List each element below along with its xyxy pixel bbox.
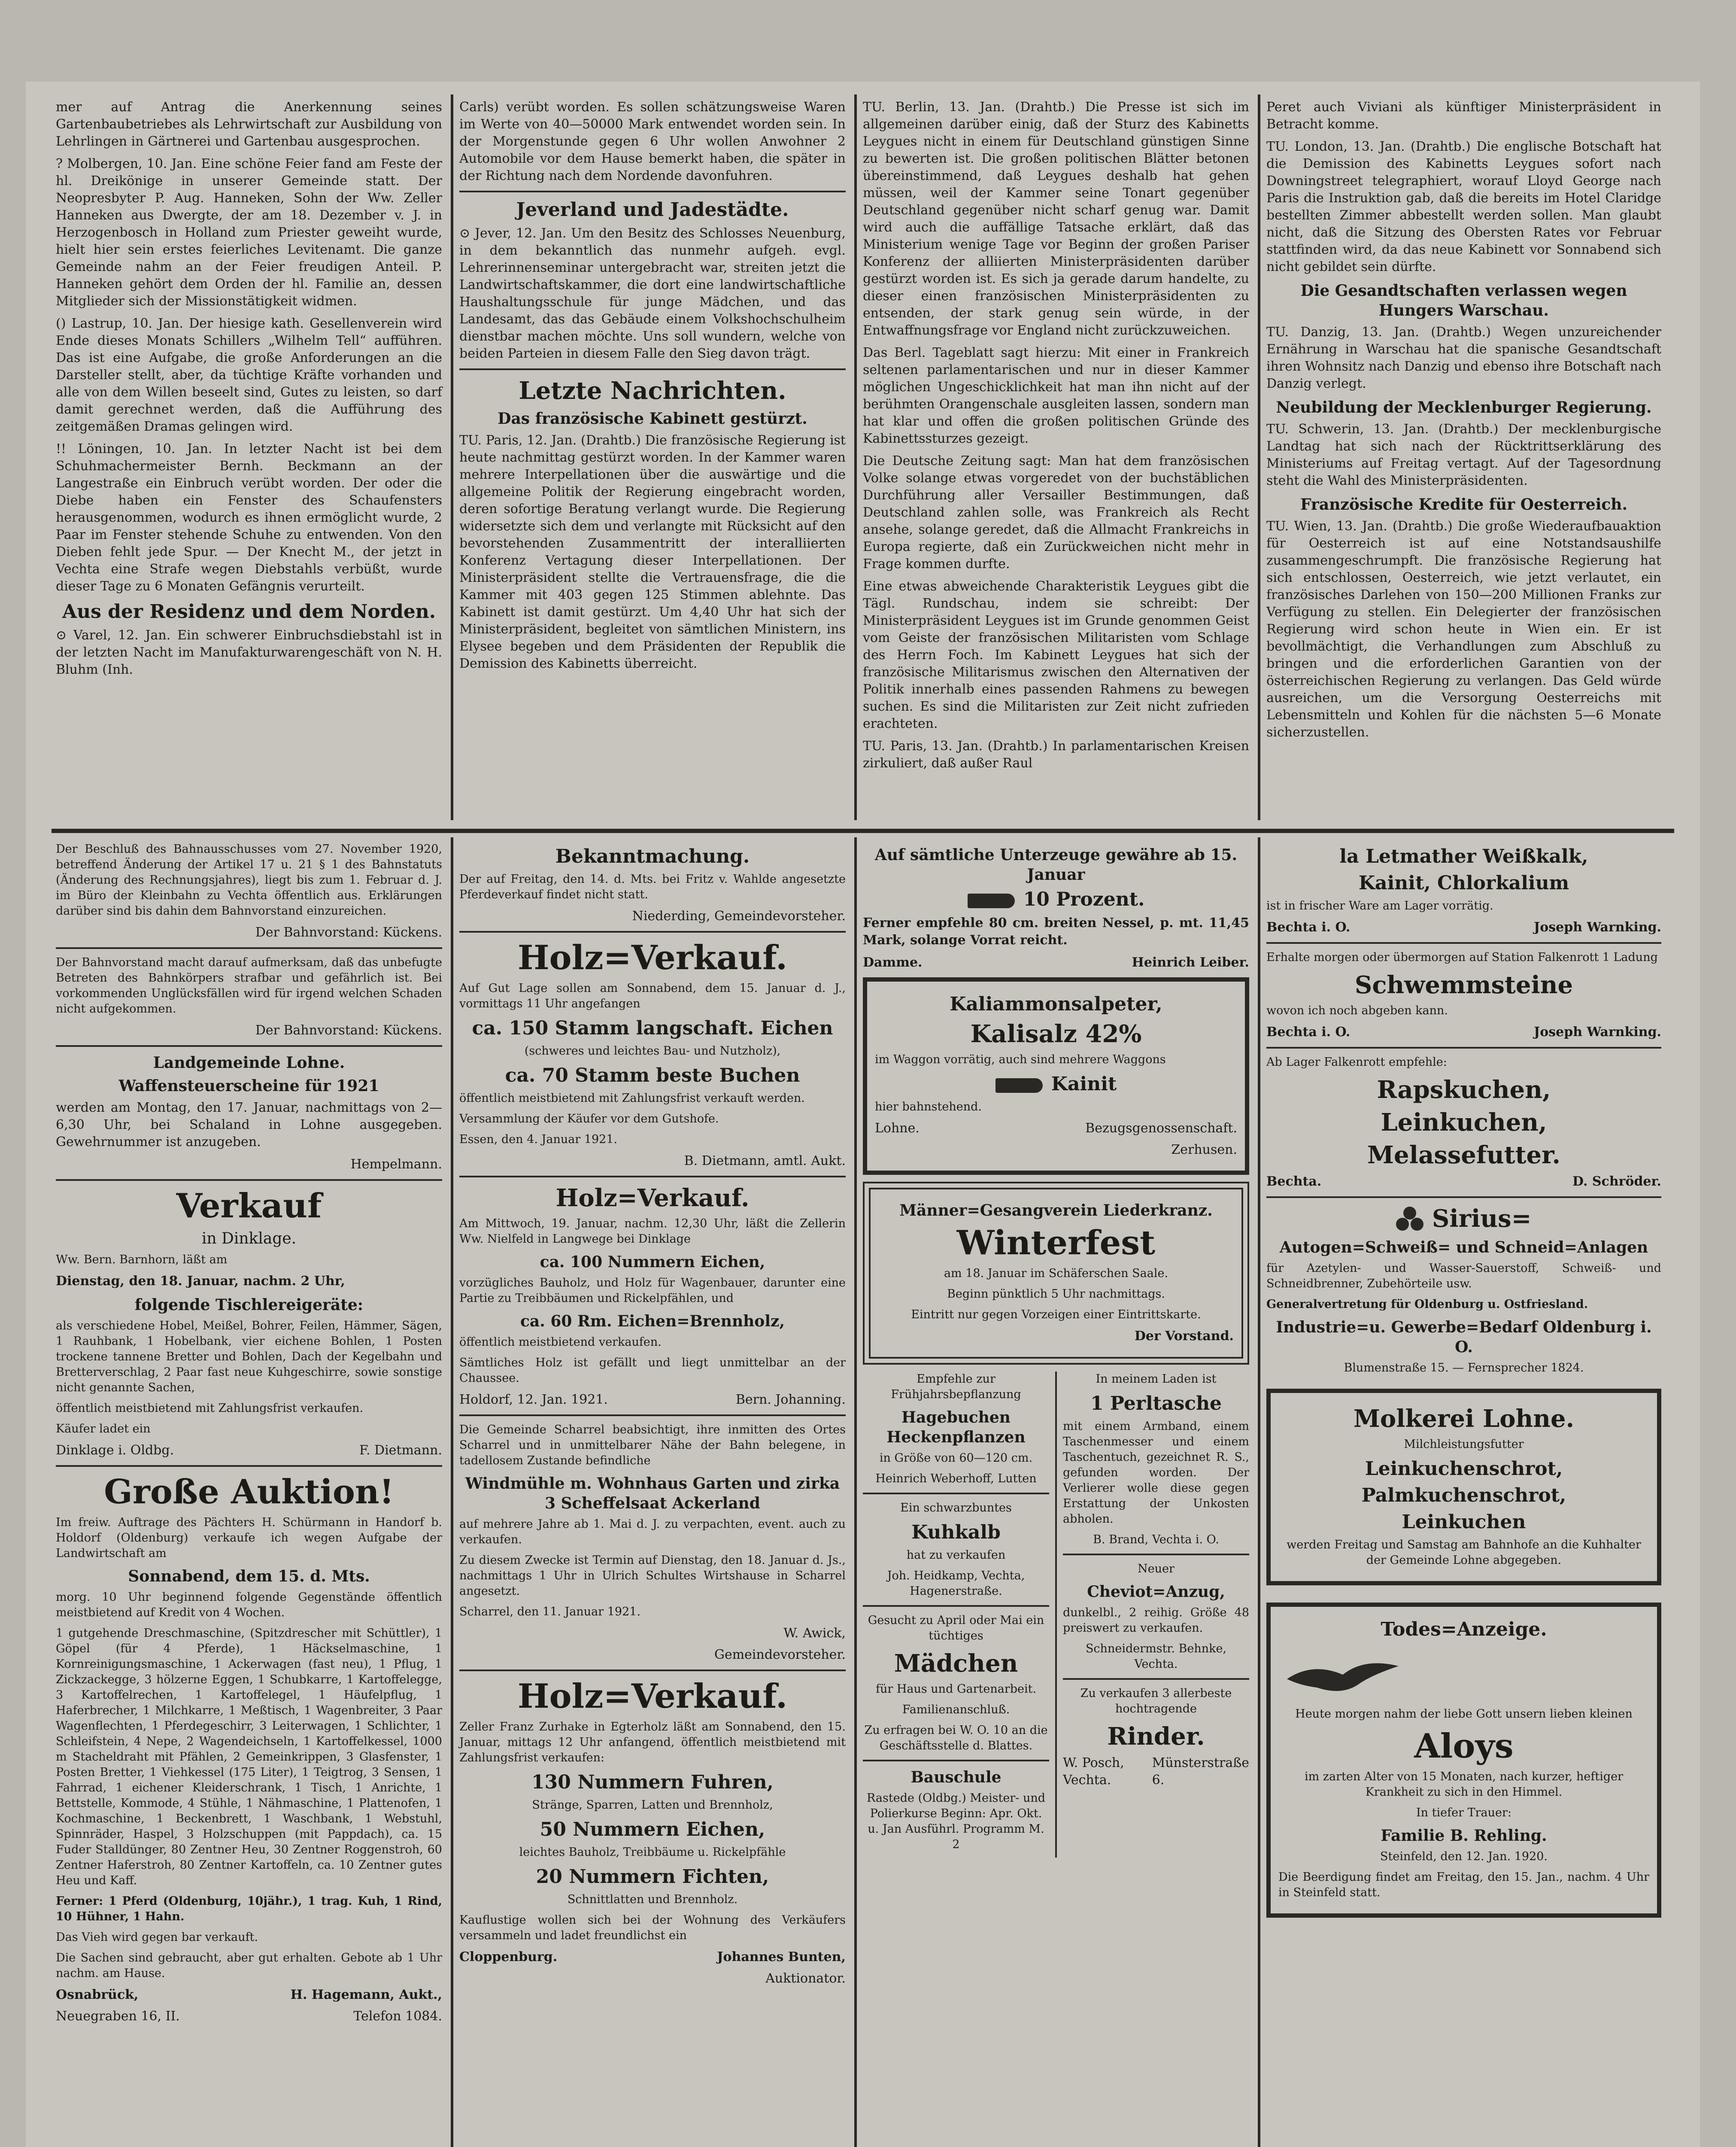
ad-text: (schweres und leichtes Bau- und Nutzholz), bbox=[524, 1044, 781, 1058]
section-heading-letzte-nachrichten: Letzte Nachrichten. bbox=[519, 377, 786, 405]
top-column-2 bbox=[459, 99, 846, 678]
section-rule bbox=[52, 829, 1674, 833]
ad-text: Scharrel, den 11. Januar 1921. bbox=[459, 1605, 641, 1618]
ad-text: für Azetylen- und Wasser-Sauerstoff, Schweiß- und Schneidbrenner, Zubehörteile usw. bbox=[1266, 1262, 1661, 1291]
ad-text: vorzügliches Bauholz, und Holz für Wagenbauer, darunter eine Partie zu Treibbäumen und Rickelpfählen, und bbox=[459, 1276, 846, 1305]
heading-bauschule: Bauschule bbox=[910, 1768, 1002, 1786]
small-ads-left bbox=[863, 1372, 1049, 1858]
article-jever: ⊙ Jever, 12. Jan. Um den Besitz des Schlosses Neuenburg, in dem bekanntlich das nunmehr aufgeh. evgl. Lehrerinnenseminar untergebracht war, streiten jetzt die Landwirtschaftskammer, die dort eine landwirtschaftliche Haushaltungsschule für junge Mädchen, und das Landesamt, das das Gebäude einem Volkshochschulheim dienstbar machen möchte. Uns soll wundern, welche von beiden Parteien in diesem Falle den Sieg davon trägt. bbox=[459, 226, 846, 361]
ad-text: öffentlich meistbietend mit Zahlungsfrist verkauft werden. bbox=[459, 1092, 805, 1105]
ad-text: werden Freitag und Samstag am Bahnhofe an die Kuhhalter der Gemeinde Lohne abgegeben. bbox=[1287, 1538, 1641, 1567]
ad-text: dunkelbl., 2 reihig. Größe 48 preiswert zu verkaufen. bbox=[1062, 1606, 1250, 1635]
article-schwerin: TU. Schwerin, 13. Jan. (Drahtb.) Der mecklenburgische Landtag hat sich nach der Rücktrittserklärung des Ministeriums auf Freitag vertagt. Auf der Tagesordnung steht die Wahl des Ministerpräsidenten. bbox=[1266, 422, 1661, 488]
ad-text: Eintritt nur gegen Vorzeigen einer Eintrittskarte. bbox=[911, 1308, 1201, 1321]
signature: Hempelmann. bbox=[350, 1157, 442, 1172]
heading-eichen: ca. 150 Stamm langschaft. Eichen bbox=[472, 1017, 833, 1039]
column-rule bbox=[1055, 1372, 1057, 1858]
top-column-3 bbox=[863, 99, 1249, 777]
divider bbox=[1266, 1047, 1661, 1049]
ad-text: Gesucht zu April oder Mai ein tüchtiges bbox=[868, 1614, 1044, 1642]
heading-eichen-50: 50 Nummern Eichen, bbox=[540, 1819, 765, 1840]
heading-leinkuchenschrot: Leinkuchenschrot, bbox=[1365, 1458, 1563, 1480]
ad-text: auf mehrere Jahre ab 1. Mai d. J. zu verpachten, event. auch zu verkaufen. bbox=[459, 1517, 846, 1546]
heading-palmkuchenschrot: Palmkuchenschrot, bbox=[1361, 1484, 1566, 1507]
ads-column-2 bbox=[459, 842, 846, 1992]
heading-schwemmsteine: Schwemmsteine bbox=[1354, 971, 1573, 999]
ad-text: Zu diesem Zwecke ist Termin auf Dienstag, den 18. Januar d. Js., nachmittags 1 Uhr in Ulrich Schultes Wirtshause in Scharrel angesetzt. bbox=[459, 1554, 846, 1598]
notice-bahnausschuss: Der Beschluß des Bahnausschusses vom 27. November 1920, betreffend Änderung der Artikel 17 u. 21 § 1 des Bahnstatuts (Änderung des Rechnungsjahres), liegt bis zum 1. Februar d. J. im Büro der Kleinbahn zu Vechta öffentlich aus. Erklärungen darüber sind bis dahin dem Bahnvorstand einzureichen. bbox=[56, 842, 442, 918]
column-rule bbox=[854, 837, 857, 2147]
ad-text: Zeller Franz Zurhake in Egterholz läßt am Sonnabend, den 15. Januar, mittags 12 Uhr anfangend, öffentlich meistbietend mit Zahlungsfrist verkaufen: bbox=[459, 1720, 846, 1764]
ad-text: Der auf Freitag, den 14. d. Mts. bei Fritz v. Wahlde angesetzte Pferdeverkauf findet nicht statt. bbox=[459, 873, 846, 901]
ad-text: Ab Lager Falkenrott empfehle: bbox=[1266, 1055, 1447, 1069]
divider bbox=[56, 1179, 442, 1181]
divider bbox=[56, 947, 442, 949]
heading-kainit-chlorkalium: Kainit, Chlorkalium bbox=[1358, 872, 1569, 894]
heading-waffensteuerscheine: Waffensteuerscheine für 1921 bbox=[118, 1077, 379, 1095]
ad-text: Versammlung der Käufer vor dem Gutshofe. bbox=[459, 1112, 719, 1125]
article-berlin: TU. Berlin, 13. Jan. (Drahtb.) Die Presse ist sich im allgemeinen darüber einig, daß der Sturz des Kabinetts Leygues nicht in einem für Deutschland günstigen Sinne zu bewerten ist. Die großen politischen Blätter betonen übereinstimmend, daß Leygues deshalb hat gehen müssen, weil der Kammer seine Tonart gegenüber Deutschland gegenüber nicht scharf genug war. Damit wird auch die auffällige Tatsache erklärt, daß das Ministerium wenige Tage vor Beginn der großen Pariser Konferenz der alliierten Ministerpräsidenten darüber gestürzt worden ist. Es sich ja gerade darum handelte, zu dieser einen französischen Ministerpräsidenten zu entsenden, der stark genug sein würde, in der Entwaffnungsfrage vor England nicht zurückzuweichen. bbox=[863, 100, 1249, 338]
article-deutsche-zeitung: Die Deutsche Zeitung sagt: Man hat dem französischen Volke solange etwas vorgeredet von der buchstäblichen Durchführung aller Versailler Bestimmungen, daß Deutschland zahlen solle, was Frankreich als Recht ansehe, solange geredet, daß die Allmacht Frankreichs in Europa regierte, daß ein Zurückweichen nicht mehr in Frage kommen durfte. bbox=[863, 453, 1249, 572]
heading-brennholz: ca. 60 Rm. Eichen=Brennholz, bbox=[520, 1312, 785, 1330]
ad-text: hier bahnstehend. bbox=[875, 1100, 982, 1113]
ad-text: Familienanschluß. bbox=[902, 1703, 1010, 1716]
heading-prozent: 10 Prozent. bbox=[863, 888, 1249, 911]
heading-holz-verkauf-2: Holz=Verkauf. bbox=[555, 1184, 750, 1212]
small-ads-right bbox=[1063, 1372, 1249, 1858]
article-varel: ⊙ Varel, 12. Jan. Ein schwerer Einbruchsdiebstahl ist in der letzten Nacht im Manufakturwarengeschäft von N. H. Bluhm (Inh. bbox=[56, 628, 442, 677]
article-paragraph: Carls) verübt worden. Es sollen schätzungsweise Waren im Werte von 40—50000 Mark entwendet worden sein. In der Morgenstunde gegen 6 Uhr wollen Anwohner 2 Automobile vor dem Hause bemerkt haben, die später in der Richtung nach dem Nordende davonfuhren. bbox=[459, 100, 846, 183]
signature: W. Awick, bbox=[783, 1626, 846, 1641]
ads-column-4 bbox=[1266, 842, 1661, 1924]
ad-text: B. Brand, Vechta i. O. bbox=[1093, 1533, 1219, 1546]
divider bbox=[459, 1670, 846, 1671]
ad-text: mit einem Armband, einem Taschenmesser und einem Taschentuch, gezeichnet R. S., gefunden worden. Der Verlierer wolle diese gegen Erstattung der Unkosten abholen. bbox=[1062, 1420, 1250, 1526]
heading-melassefutter: Melassefutter. bbox=[1367, 1141, 1560, 1169]
signature: Gemeindevorsteher. bbox=[714, 1647, 846, 1662]
notice-bahnvorstand: Der Bahnvorstand macht darauf aufmerksam, daß das unbefugte Betreten des Bahnkörpers strafbar und gefährlich ist. Bei vorkommenden Unglücksfällen wird für irgend welchen Schaden nicht aufgekommen. bbox=[56, 956, 442, 1016]
ad-text: Käufer ladet ein bbox=[56, 1422, 151, 1435]
divider bbox=[863, 1493, 1049, 1494]
signature: Cloppenburg. Johannes Bunten, bbox=[459, 1949, 846, 1965]
ad-text: Die Beerdigung findet am Freitag, den 15. Jan., nachm. 4 Uhr in Steinfeld statt. bbox=[1278, 1870, 1649, 1900]
heading-holz-verkauf: Holz=Verkauf. bbox=[517, 938, 788, 977]
heading-bekanntmachung: Bekanntmachung. bbox=[555, 845, 750, 867]
ad-text: leichtes Bauholz, Treibbäume u. Rickelpfähle bbox=[519, 1846, 786, 1859]
signature: Niederding, Gemeindevorsteher. bbox=[632, 909, 846, 924]
ad-box-winterfest bbox=[869, 1188, 1243, 1359]
heading-verkauf: Verkauf bbox=[176, 1186, 322, 1226]
ad-text: Schnittlatten und Brennholz. bbox=[567, 1893, 738, 1906]
ad-text: Steinfeld, den 12. Jan. 1920. bbox=[1380, 1850, 1548, 1864]
heading-todesanzeige: Todes=Anzeige. bbox=[1381, 1618, 1547, 1641]
ad-text: Ein schwarzbuntes bbox=[900, 1501, 1012, 1514]
heading-landgemeinde: Landgemeinde Lohne. bbox=[153, 1054, 345, 1072]
divider bbox=[1063, 1554, 1249, 1555]
heading-buchen: ca. 70 Stamm beste Buchen bbox=[505, 1064, 800, 1086]
ad-text: Die Gemeinde Scharrel beabsichtigt, ihre inmitten des Ortes Scharrel und in unmittelbarer Nähe der Bahn belegene, in tadellosem Zustande befindliche bbox=[459, 1423, 846, 1467]
signature: Auktionator. bbox=[765, 1971, 846, 1986]
ad-text: Essen, den 4. Januar 1921. bbox=[459, 1133, 618, 1146]
article-paragraph: mer auf Antrag die Anerkennung seines Gartenbaubetriebes als Lehrwirtschaft zur Ausbildung von Lehrlingen in Gärtnerei und Gartenbau ausgesprochen. bbox=[56, 100, 442, 149]
heading-grosse-auktion: Große Auktion! bbox=[104, 1472, 394, 1511]
ad-text: Zu verkaufen 3 allerbeste hochtragende bbox=[1080, 1687, 1232, 1715]
headline-kredite: Französische Kredite für Oesterreich. bbox=[1300, 496, 1628, 514]
notice-waffensteuer: werden am Montag, den 17. Januar, nachmittags von 2—6,30 Uhr, bei Schaland in Lohne ausgegeben. Gewehrnummer ist anzugeben. bbox=[56, 1100, 442, 1150]
ad-text: ist in frischer Ware am Lager vorrätig. bbox=[1266, 899, 1493, 912]
divider bbox=[56, 1045, 442, 1047]
ad-text: Am Mittwoch, 19. Januar, nachm. 12,30 Uhr, läßt die Zellerin Ww. Nielfeld in Langwege bei Dinklage bbox=[459, 1217, 846, 1246]
heading-aloys: Aloys bbox=[1414, 1727, 1514, 1766]
dove-icon bbox=[1278, 1649, 1407, 1700]
signature: Lohne. Bezugsgenossenschaft. bbox=[875, 1121, 1237, 1136]
article-molbergen: ? Molbergen, 10. Jan. Eine schöne Feier fand am Feste der hl. Dreikönige in unserer Gemeinde statt. Der Neopresbyter P. Aug. Hanneken, Sohn der Ww. Zeller Hanneken aus Dwergte, der am 18. Dezember v. J. in Herzogenbosch in Holland zum Priester geweiht wurde, hielt hier sein erstes feierliches Levitenamt. Die ganze Gemeinde nahm an der Feier freudigen Anteil. P. Hanneken gehört dem Orden der hl. Familie an, dessen Mitglieder sich der Missionstätigkeit widmen. bbox=[56, 156, 442, 309]
column-rule bbox=[451, 94, 453, 820]
heading-industrie-bedarf: Industrie=u. Gewerbe=Bedarf Oldenburg i. O. bbox=[1276, 1318, 1652, 1356]
headline-kabinett-gestuerzt: Das französische Kabinett gestürzt. bbox=[498, 410, 807, 428]
ad-text: für Haus und Gartenarbeit. bbox=[875, 1682, 1037, 1696]
signature: Der Bahnvorstand: Kückens. bbox=[255, 925, 442, 940]
heading-rapskuchen: Rapskuchen, bbox=[1377, 1076, 1551, 1104]
heading-nummern-eichen: ca. 100 Nummern Eichen, bbox=[540, 1253, 765, 1271]
signature: Osnabrück, H. Hagemann, Aukt., bbox=[56, 1987, 442, 2002]
ads-column-1 bbox=[56, 842, 442, 2029]
signature: Der Bahnvorstand: Kückens. bbox=[255, 1023, 442, 1038]
small-ads-row bbox=[863, 1372, 1249, 1858]
ad-text: Im freiw. Auftrage des Pächters H. Schürmann in Handorf b. Holdorf (Oldenburg) verkaufe ich wegen Aufgabe der Landwirtschaft am bbox=[56, 1516, 442, 1560]
heading-kaliammonsalpeter: Kaliammonsalpeter, bbox=[950, 993, 1162, 1015]
divider bbox=[459, 1176, 846, 1177]
pointing-hand-icon bbox=[995, 1078, 1043, 1093]
ad-text: Auf Gut Lage sollen am Sonnabend, dem 15. Januar d. J., vormittags 11 Uhr angefangen bbox=[459, 982, 846, 1010]
article-rundschau: Eine etwas abweichende Charakteristik Leygues gibt die Tägl. Rundschau, indem sie schreibt: Der Ministerpräsident Leygues ist im Grunde genommen Geist vom Geiste der französischen Militaristen vom Schlage des Herrn Foch. Im Kabinett Leygues hat sich der französische Militarismus zwischen den Alternativen der Politik innerhalb eines passenden Rahmens zu bewegen suchen. Es sind die Militaristen zur Zeit nicht zufrieden erachteten. bbox=[863, 579, 1249, 731]
ad-text: Neuer bbox=[1138, 1562, 1175, 1575]
ad-text: Das Vieh wird gegen bar verkauft. bbox=[56, 1931, 258, 1944]
ads-column-3 bbox=[863, 842, 1249, 1858]
heading-fuhren: 130 Nummern Fuhren, bbox=[531, 1771, 774, 1793]
ad-text: als verschiedene Hobel, Meißel, Bohrer, Feilen, Hämmer, Sägen, 1 Rauhbank, 1 Hobelbank, vier eichene Bohlen, 1 Posten trockene tannene Bretter und Bohlen, Dach der Kegelbahn und Bretterverschlag, 2 Paar fast neue Kuhgeschirre, sowie sonstige nicht genannte Sachen, bbox=[56, 1319, 442, 1394]
divider bbox=[459, 191, 846, 192]
ad-text: Schneidermstr. Behnke, Vechta. bbox=[1085, 1642, 1227, 1671]
divider bbox=[863, 1605, 1049, 1607]
heading-windmuehle: Windmühle m. Wohnhaus Garten und zirka 3 Scheffelsaat Ackerland bbox=[465, 1475, 840, 1512]
signature: Holdorf, 12. Jan. 1921. Bern. Johanning. bbox=[459, 1392, 846, 1407]
column-rule bbox=[451, 837, 453, 2147]
divider bbox=[459, 368, 846, 370]
article-london: TU. London, 13. Jan. (Drahtb.) Die englische Botschaft hat die Demission des Kabinetts Leygues sofort nach Downingstreet telegraphiert, worauf Lloyd George nach Paris die Instruktion gab, daß die bereits im Hotel Claridge bestellten Zimmer abbestellt werden sollen. Man glaubt nicht, daß die Sitzung des Obersten Rates vor Februar stattfinden wird, da das neue Kabinett vor Sonnabend sich nicht gebildet sein dürfte. bbox=[1266, 139, 1661, 274]
ad-text: Stränge, Sparren, Latten und Brennholz, bbox=[532, 1798, 773, 1812]
heading-cheviot: Cheviot=Anzug, bbox=[1087, 1583, 1225, 1601]
ad-text: Zu erfragen bei W. O. 10 an die Geschäftsstelle d. Blattes. bbox=[864, 1724, 1048, 1752]
ad-text: wovon ich noch abgeben kann. bbox=[1266, 1004, 1448, 1017]
article-wien: TU. Wien, 13. Jan. (Drahtb.) Die große Wiederaufbauaktion für Oesterreich ist auf eine Notstandsaushilfe zusammengeschrumpft. Die französische Regierung hat sich entschlossen, Oesterreich, wie jetzt verlautet, ein französisches Darlehen von 150—200 Millionen Franks zur Verfügung zu stellen. Ein Delegierter der französischen Regierung wird schon heute in Wien ein. Er ist bevollmächtigt, die Verhandlungen zum Abschluß zu bringen und die erforderlichen Garantien von der österreichischen Regierung zu verlangen. Das Geld würde ausreichen, um die Versorgung Oesterreichs mit Lebensmitteln und Kohlen für die nächsten 5—6 Monate sicherzustellen. bbox=[1266, 519, 1661, 740]
pointing-hand-icon bbox=[968, 894, 1015, 908]
divider bbox=[1266, 942, 1661, 944]
ad-text: Sämtliches Holz ist gefällt und liegt unmittelbar an der Chaussee. bbox=[459, 1356, 846, 1385]
ad-text: Beginn pünktlich 5 Uhr nachmittags. bbox=[947, 1287, 1165, 1301]
heading-molkerei-lohne: Molkerei Lohne. bbox=[1353, 1405, 1575, 1433]
divider bbox=[863, 1760, 1049, 1761]
signature: W. Posch, Vechta. Münsterstraße 6. bbox=[1062, 1755, 1250, 1788]
ad-text: öffentlich meistbietend mit Zahlungsfrist verkaufen. bbox=[56, 1402, 364, 1415]
ad-text: im zarten Alter von 15 Monaten, nach kurzer, heftiger Krankheit zu sich in den Himmel. bbox=[1304, 1770, 1624, 1799]
ad-text: morg. 10 Uhr beginnend folgende Gegenstände öffentlich meistbietend auf Kredit von 4 Wochen. bbox=[56, 1590, 442, 1619]
ad-text: Ferner: 1 Pferd (Oldenburg, 10jähr.), 1 trag. Kuh, 1 Rind, 10 Hühner, 1 Hahn. bbox=[56, 1895, 442, 1923]
heading-perltasche: 1 Perltasche bbox=[1090, 1393, 1222, 1414]
heading-leinkuchen: Leinkuchen, bbox=[1381, 1108, 1547, 1137]
ad-box-kali bbox=[863, 977, 1249, 1175]
divider bbox=[56, 1465, 442, 1467]
section-heading-residenz: Aus der Residenz und dem Norden. bbox=[62, 601, 436, 623]
heading-unterzeuge: Auf sämtliche Unterzeuge gewähre ab 15. Januar bbox=[874, 846, 1238, 884]
clover-logo-icon bbox=[1396, 1207, 1423, 1234]
ad-text: hat zu verkaufen bbox=[906, 1548, 1006, 1562]
heading-rinder: Rinder. bbox=[1107, 1722, 1205, 1751]
ad-text: Kauflustige wollen sich bei der Wohnung des Verkäufers versammeln und ladet freundlichst ein bbox=[459, 1913, 846, 1942]
ad-text: Ferner empfehle 80 cm. breiten Nessel, p. mt. 11,45 Mark, solange Vorrat reicht. bbox=[863, 915, 1249, 948]
ad-text: im Waggon vorrätig, auch sind mehrere Waggons bbox=[875, 1053, 1166, 1066]
heading-weisskalk: la Letmather Weißkalk, bbox=[1339, 845, 1588, 867]
heading-leinkuchen-2: Leinkuchen bbox=[1402, 1511, 1526, 1533]
heading-kainit: Kainit bbox=[875, 1073, 1237, 1096]
divider bbox=[1063, 1678, 1249, 1680]
article-lastrup: () Lastrup, 10. Jan. Der hiesige kath. Gesellenverein wird Ende dieses Monats Schillers „Wilhelm Tell“ aufführen. Das ist eine Aufgabe, die große Anforderungen an die Darsteller stellt, aber, da tüchtige Kräfte vorhanden und alle von dem Willen beseelt sind, Gutes zu leisten, so darf damit gerechnet werden, daß die Aufführung des zeitgemäßen Dramas gelingen wird. bbox=[56, 316, 442, 434]
article-paris: TU. Paris, 12. Jan. (Drahtb.) Die französische Regierung ist heute nachmittag gestürzt worden. In der Kammer waren mehrere Interpellationen über die auswärtige und die allgemeine Politik der Regierung eingebracht worden, deren sofortige Beratung verlangt wurde. Die Regierung widersetzte sich dem und verlangte mit Rücksicht auf den bevorstehenden Zusammentritt der interalliierten Konferenz Vertagung dieser Interpellationen. Der Ministerpräsident stellte die Vertrauensfrage, die die Kammer mit 403 gegen 125 Stimmen ablehnte. Das Kabinett ist damit gestürzt. Um 4,40 Uhr hat sich der Ministerpräsident, begleitet von sämtlichen Ministern, ins Elysee begeben und dem Präsidenten der Republik die Demission des Kabinetts überreicht. bbox=[459, 433, 846, 671]
ad-text: Generalvertretung für Oldenburg u. Ostfriesland. bbox=[1266, 1298, 1588, 1311]
column-rule bbox=[1258, 837, 1260, 2147]
ad-text: in Größe von 60—120 cm. bbox=[879, 1451, 1033, 1465]
divider bbox=[459, 931, 846, 933]
ad-text: In tiefer Trauer: bbox=[1416, 1806, 1511, 1820]
ad-text: Heinrich Weberhoff, Lutten bbox=[875, 1472, 1037, 1485]
article-paragraph: Peret auch Viviani als künftiger Ministerpräsident in Betracht komme. bbox=[1266, 100, 1661, 132]
ad-text: Die Sachen sind gebraucht, aber gut erhalten. Gebote ab 1 Uhr nachm. am Hause. bbox=[56, 1951, 442, 1980]
heading-holz-verkauf-3: Holz=Verkauf. bbox=[517, 1677, 788, 1716]
ad-text: Milchleistungsfutter bbox=[1404, 1438, 1524, 1451]
ad-item-list: 1 gutgehende Dreschmaschine, (Spitzdrescher mit Schüttler), 1 Göpel (für 4 Pferde), 1 Häckselmaschine, 1 Kornreinigungsmaschine, 1 Ackerwagen (fast neu), 1 Pflug, 1 Zickzackegge, 3 hölzerne Eggen, 1 Schubkarre, 1 Kartoffelegge, 3 Kartoffelrechen, 1 Kartoffelegel, 1 Häufelpflug, 1 Haferbrecher, 1 Milchkarre, 1 Meßtisch, 1 Wagenbreiter, 3 Paar Wagenflechten, 1 Pferdegeschirr, 3 Leiterwagen, 1 Schlichter, 1 Schleifstein, 4 Nepe, 2 Wagendeichseln, 1 Kartoffelkessel, 1000 m Stacheldraht mit Pfählen, 2 Gemeinkrippen, 3 Glasfenster, 1 Posten Bretter, 1 Viehkessel (175 Liter), 1 Teigtrog, 3 Sensen, 1 Fahrrad, 1 eichener Kleiderschrank, 1 Tisch, 1 Anrichte, 1 Bettstelle, Kommode, 4 Stühle, 1 Nähmaschine, 1 Plattenofen, 1 Kochmaschine, 1 Beckenbrett, 1 Waschbank, 1 Webstuhl, Spinnräder, Haspel, 3 Holzschuppen (mit Pappdach), ca. 15 Fuder Stalldünger, 80 Zentner Heu, 30 Zentner Roggenstroh, 60 Zentner Haferstroh, 80 Zentner Kartoffeln, ca. 10 Zentner gutes Heu und Kaff. bbox=[56, 1627, 442, 1887]
signature: Der Vorstand. bbox=[1134, 1329, 1234, 1344]
signature: Zerhusen. bbox=[1171, 1142, 1237, 1157]
article-paris-2: TU. Paris, 13. Jan. (Drahtb.) In parlamentarischen Kreisen zirkuliert, daß außer Raul bbox=[863, 739, 1249, 771]
ad-text: Joh. Heidkamp, Vechta, Hagenerstraße. bbox=[887, 1569, 1025, 1598]
newspaper-page bbox=[26, 82, 1700, 2147]
heading-kalisalz: Kalisalz 42% bbox=[970, 1020, 1142, 1048]
heading-fichten: 20 Nummern Fichten, bbox=[536, 1866, 769, 1888]
column-rule bbox=[1258, 94, 1260, 820]
heading-winterfest: Winterfest bbox=[956, 1223, 1156, 1262]
heading-maedchen: Mädchen bbox=[894, 1649, 1018, 1678]
heading-sonnabend: Sonnabend, dem 15. d. Mts. bbox=[128, 1567, 370, 1585]
ad-text: öffentlich meistbietend verkaufen. bbox=[459, 1335, 662, 1349]
top-column-1 bbox=[56, 99, 442, 684]
signature: Bechta. D. Schröder. bbox=[1266, 1174, 1661, 1189]
top-column-4 bbox=[1266, 99, 1661, 746]
ad-box-molkerei bbox=[1266, 1389, 1661, 1585]
headline-gesandtschaften: Die Gesandtschaften verlassen wegen Hungers Warschau. bbox=[1300, 282, 1627, 319]
ad-box-todesanzeige bbox=[1266, 1603, 1661, 1918]
heading-hagebuchen: Hagebuchen Heckenpflanzen bbox=[886, 1408, 1026, 1446]
signature: Neuegraben 16, II. Telefon 1084. bbox=[56, 2009, 442, 2024]
subheading-dinklage: in Dinklage. bbox=[201, 1230, 297, 1247]
heading-kuhkalb: Kuhkalb bbox=[911, 1521, 1001, 1543]
ad-text: Rastede (Oldbg.) Meister- und Polierkurse Beginn: Apr. Okt. u. Jan Ausführl. Programm M. 2 bbox=[866, 1791, 1046, 1851]
article-danzig: TU. Danzig, 13. Jan. (Drahtb.) Wegen unzureichender Ernährung in Warschau hat die spanische Gesandtschaft ihren Wohnsitz nach Danzig und ebenso ihre Botschaft nach Danzig verlegt. bbox=[1266, 325, 1661, 391]
section-heading-jeverland: Jeverland und Jadestädte. bbox=[516, 199, 789, 221]
article-loeningen: !! Löningen, 10. Jan. In letzter Nacht ist bei dem Schuhmachermeister Bernh. Beckmann an der Langestraße ein Einbruch verübt worden. Der oder die Diebe haben ein Fenster des Schaufensters herausgenommen, wodurch es ihnen ermöglicht wurde, 2 Paar im Fenster stehende Schuhe zu entwenden. Von den Dieben fehlt jede Spur. — Der Knecht M., der jetzt in Vechta eine Strafe wegen Diebstahls verbüßt, wurde dieser Tage zu 6 Monaten Gefängnis verurteilt. bbox=[56, 441, 442, 594]
heading-tischlereigeraete: folgende Tischlereigeräte: bbox=[134, 1296, 364, 1314]
signature: Bechta i. O. Joseph Warnking. bbox=[1266, 920, 1661, 935]
ad-text: Erhalte morgen oder übermorgen auf Station Falkenrott 1 Ladung bbox=[1266, 951, 1658, 964]
ad-text: am 18. Januar im Schäferschen Saale. bbox=[944, 1267, 1168, 1280]
ad-text: In meinem Laden ist bbox=[1096, 1372, 1217, 1386]
column-rule bbox=[854, 94, 857, 820]
ad-text: Ww. Bern. Barnhorn, läßt am bbox=[56, 1253, 228, 1266]
signature: B. Dietmann, amtl. Aukt. bbox=[684, 1153, 846, 1168]
heading-familie-rehling: Familie B. Rehling. bbox=[1381, 1827, 1547, 1845]
divider bbox=[459, 1414, 846, 1416]
ad-date: Dienstag, den 18. Januar, nachm. 2 Uhr, bbox=[56, 1274, 345, 1289]
signature: Damme. Heinrich Leiber. bbox=[863, 955, 1249, 970]
signature: Dinklage i. Oldbg. F. Dietmann. bbox=[56, 1443, 442, 1458]
headline-mecklenburg: Neubildung der Mecklenburger Regierung. bbox=[1276, 398, 1652, 417]
heading-gesangverein: Männer=Gesangverein Liederkranz. bbox=[899, 1201, 1213, 1219]
ad-text: Blumenstraße 15. — Fernsprecher 1824. bbox=[1344, 1361, 1584, 1375]
article-tageblatt: Das Berl. Tageblatt sagt hierzu: Mit einer in Frankreich seltenen parlamentarischen und nur in dieser Kammer möglichen Ungeschicklichkeit hat man ihn nicht auf der berühmten Orangenschale ausgleiten lassen, sondern man hat klar und offen die großen politischen Gründe des Kabinettssturzes gezeigt. bbox=[863, 345, 1249, 446]
ad-text: Empfehle zur Frühjahrsbepflanzung bbox=[891, 1372, 1021, 1401]
ad-text: Heute morgen nahm der liebe Gott unsern lieben kleinen bbox=[1295, 1707, 1633, 1721]
signature: Bechta i. O. Joseph Warnking. bbox=[1266, 1025, 1661, 1040]
heading-sirius: Sirius= bbox=[1266, 1204, 1661, 1234]
divider bbox=[1266, 1196, 1661, 1198]
heading-autogen: Autogen=Schweiß= und Schneid=Anlagen bbox=[1279, 1238, 1648, 1257]
